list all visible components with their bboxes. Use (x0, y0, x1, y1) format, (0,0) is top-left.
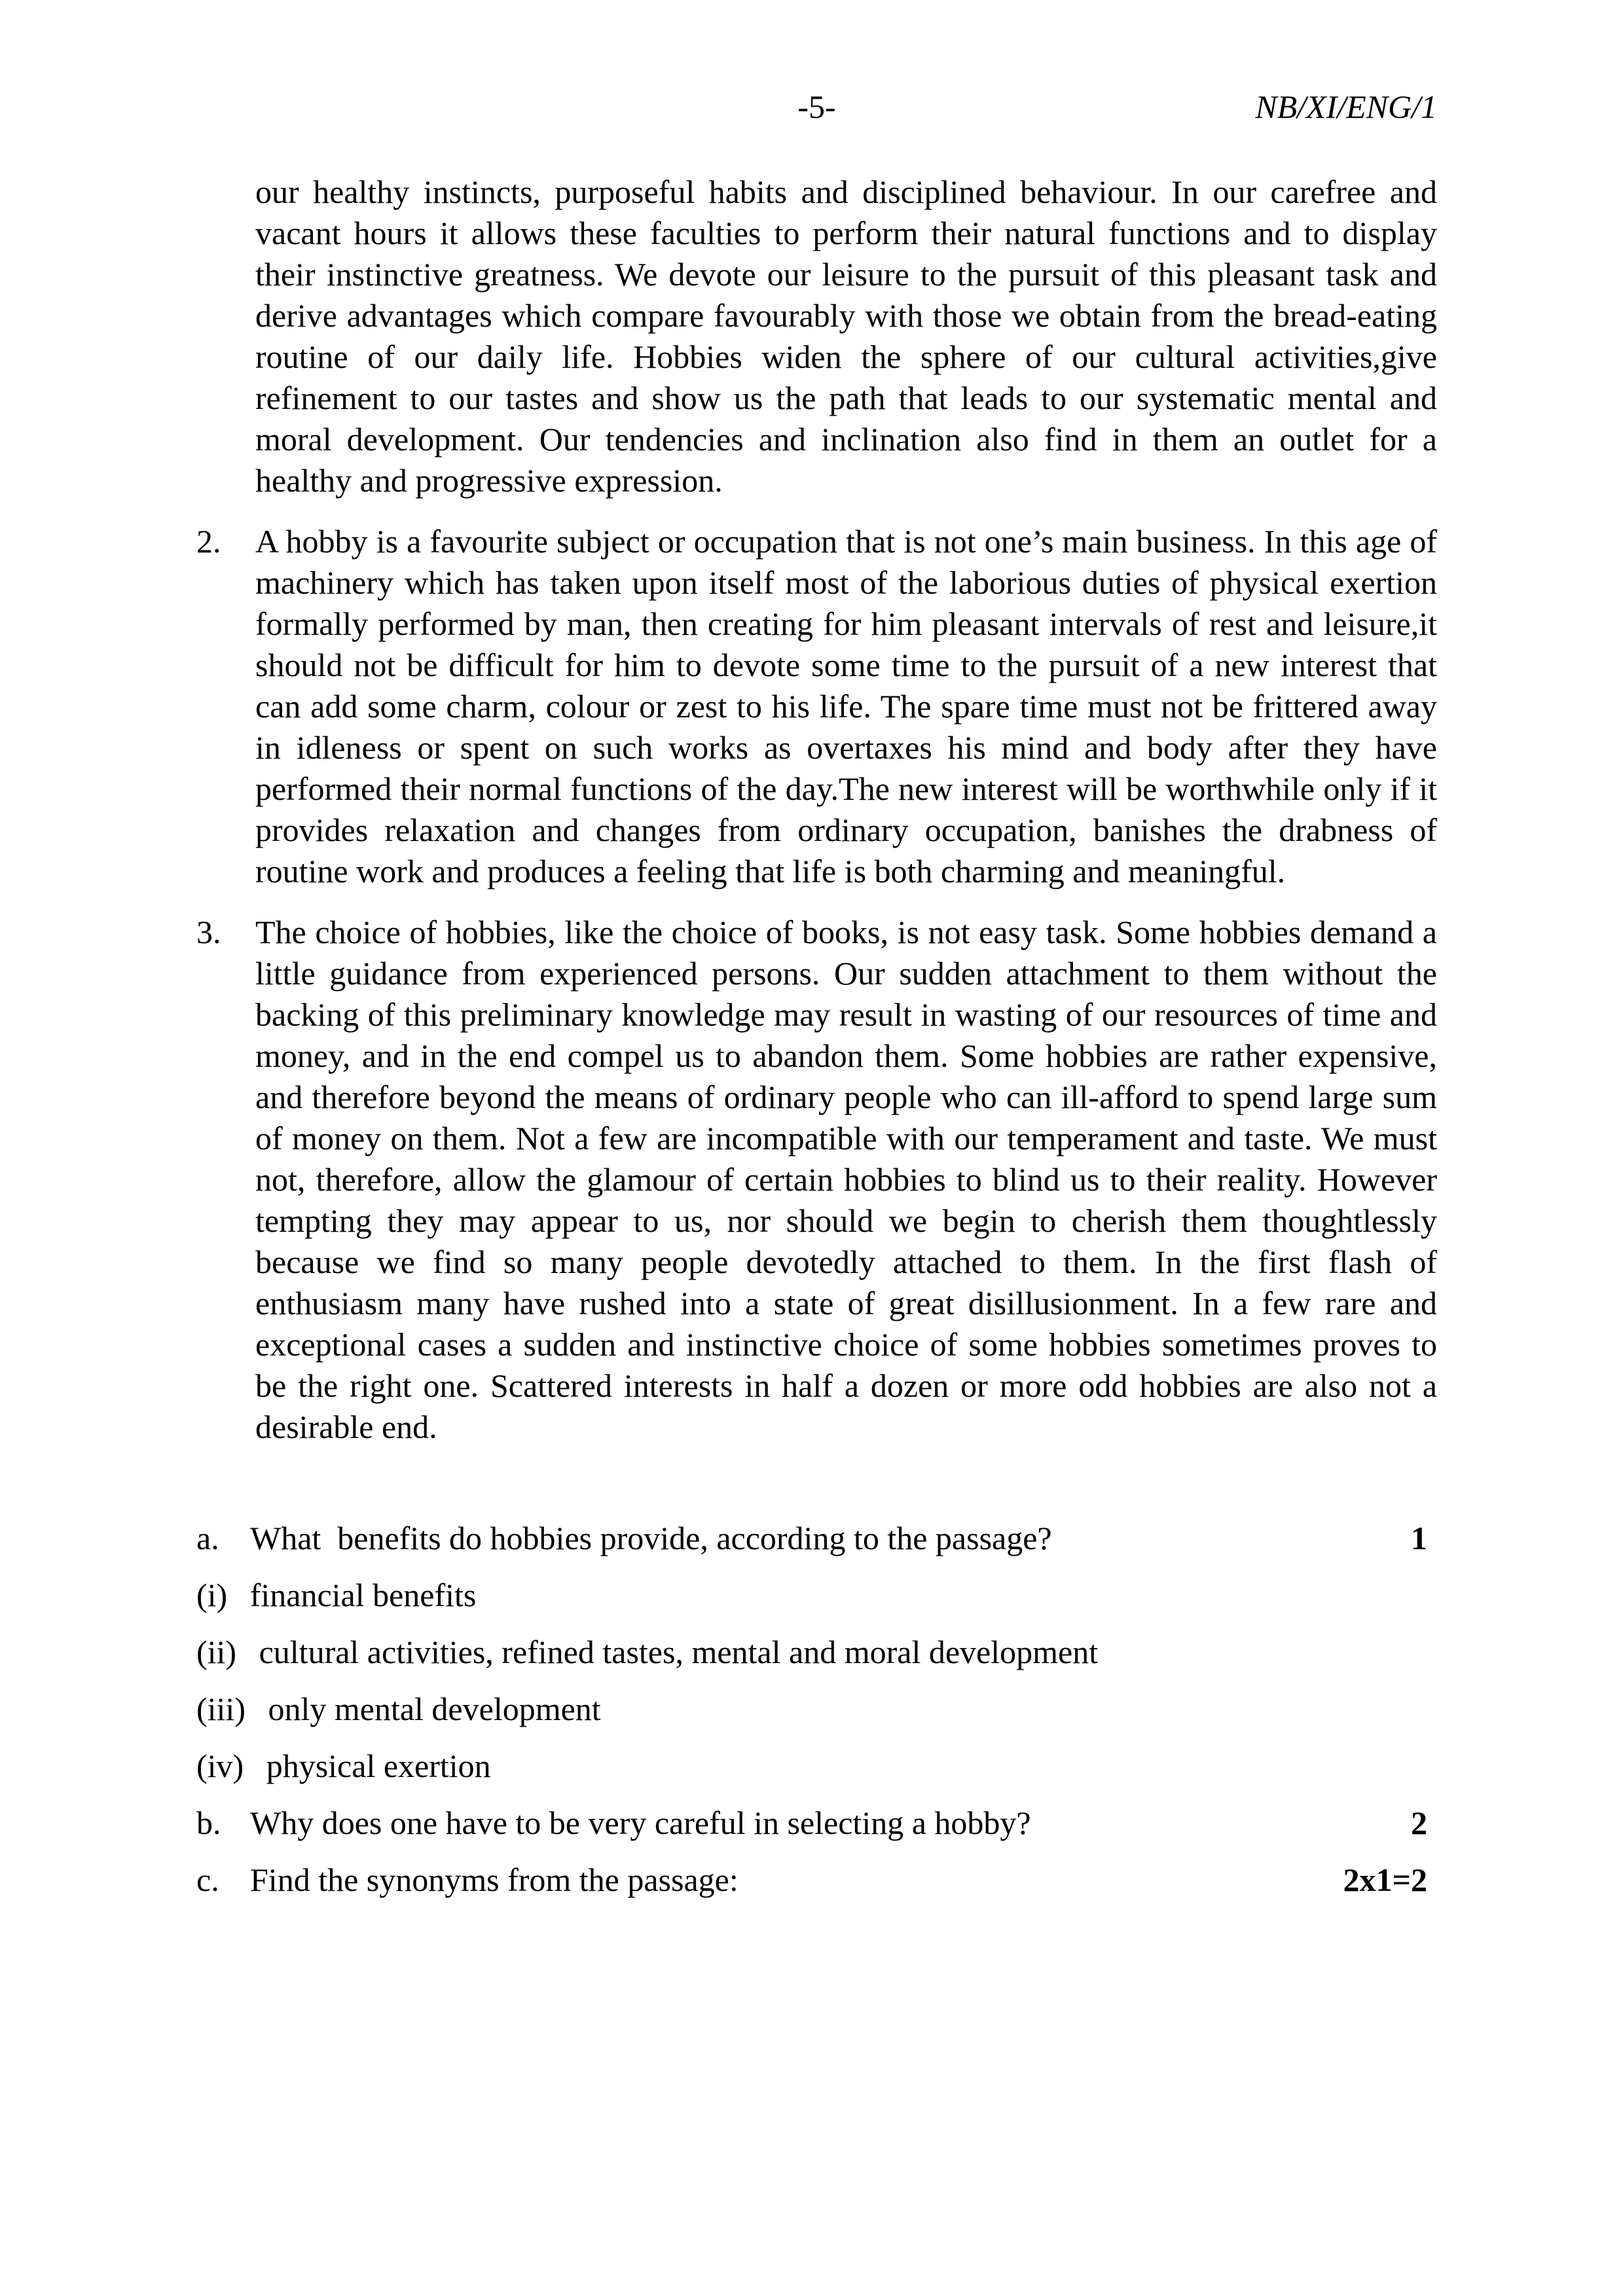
paragraph-number: 3. (196, 914, 221, 950)
question-c (196, 1859, 1437, 1901)
questions-section (196, 1518, 1437, 1901)
option-iii-label: (iii) (196, 1691, 246, 1727)
question-b-text: Why does one have to be very careful in selecting a hobby? (250, 1804, 1031, 1841)
question-b-marks: 2 (1411, 1804, 1427, 1841)
question-a-label: a. (196, 1520, 219, 1556)
option-iv (196, 1746, 1437, 1787)
question-c-text: Find the synonyms from the passage: (250, 1861, 739, 1898)
question-c-marks: 2x1=2 (1343, 1861, 1427, 1898)
option-i (196, 1575, 1437, 1616)
reading-passage (196, 171, 1437, 1448)
passage-paragraph-3 (196, 912, 1437, 1448)
question-a (196, 1518, 1437, 1559)
option-iii-text: only mental development (268, 1691, 601, 1727)
question-b-label: b. (196, 1804, 221, 1841)
paragraph-text: The choice of hobbies, like the choice of books, is not easy task. Some hobbies demand a little guidance from experienced persons. Our sudden attachment to them without the backing of this preliminary knowledge may result in wasting of our resources of time and money, and in the end compel us to abandon them. Some hobbies are rather expensive, and therefore beyond the means of ordinary people who can ill-afford to spend large sum of money on them. Not a few are incompatible with our temperament and taste. We must not, therefore, allow the glamour of certain hobbies to blind us to their reality. However tempting they may appear to us, nor should we begin to cherish them thoughtlessly because we find so many people devotedly attached to them. In the first flash of enthusiasm many have rushed into a state of great disillusionment. In a few rare and exceptional cases a sudden and instinctive choice of some hobbies sometimes proves to be the right one. Scattered interests in half a dozen or more odd hobbies are also not a desirable end. (255, 914, 1437, 1445)
option-i-text: financial benefits (249, 1577, 477, 1613)
paragraph-text: our healthy instincts, purposeful habits and disciplined behaviour. In our carefree and vacant hours it allows these faculties to perform their natural functions and to display their instinctive greatness. We devote our leisure to the pursuit of this pleasant task and derive advantages which compare favourably with those we obtain from the bread-eating routine of our daily life. Hobbies widen the sphere of our cultural activities,give refinement to our tastes and show us the path that leads to our systematic mental and moral development. Our tendencies and inclination also find in them an outlet for a healthy and progressive expression. (255, 173, 1437, 499)
question-b (196, 1803, 1437, 1844)
option-i-label: (i) (196, 1577, 228, 1613)
option-ii (196, 1632, 1437, 1673)
option-iv-text: physical exertion (266, 1748, 491, 1784)
page-number: -5- (797, 88, 836, 125)
option-ii-text: cultural activities, refined tastes, mental and moral development (259, 1634, 1099, 1670)
question-a-text: What benefits do hobbies provide, according to the passage? (250, 1520, 1052, 1556)
option-ii-label: (ii) (196, 1634, 237, 1670)
question-a-marks: 1 (1411, 1520, 1427, 1556)
question-c-label: c. (196, 1861, 219, 1898)
paragraph-number: 2. (196, 523, 221, 560)
option-iv-label: (iv) (196, 1748, 244, 1784)
document-code: NB/XI/ENG/1 (1255, 88, 1437, 125)
paragraph-text: A hobby is a favourite subject or occupation that is not one’s main business. In this age of machinery which has taken upon itself most of the laborious duties of physical exertion formally performed by man, then creating for him pleasant intervals of rest and leisure,it should not be difficult for him to devote some time to the pursuit of a new interest that can add some charm, colour or zest to his life. The spare time must not be frittered away in idleness or spent on such works as overtaxes his mind and body after they have performed their normal functions of the day.The new interest will be worthwhile only if it provides relaxation and changes from ordinary occupation, banishes the drabness of routine work and produces a feeling that life is both charming and meaningful. (255, 523, 1437, 889)
option-iii (196, 1689, 1437, 1730)
page-header (196, 86, 1437, 128)
page-content (196, 171, 1437, 1916)
passage-paragraph-2 (196, 521, 1437, 892)
passage-paragraph-1 (196, 171, 1437, 501)
